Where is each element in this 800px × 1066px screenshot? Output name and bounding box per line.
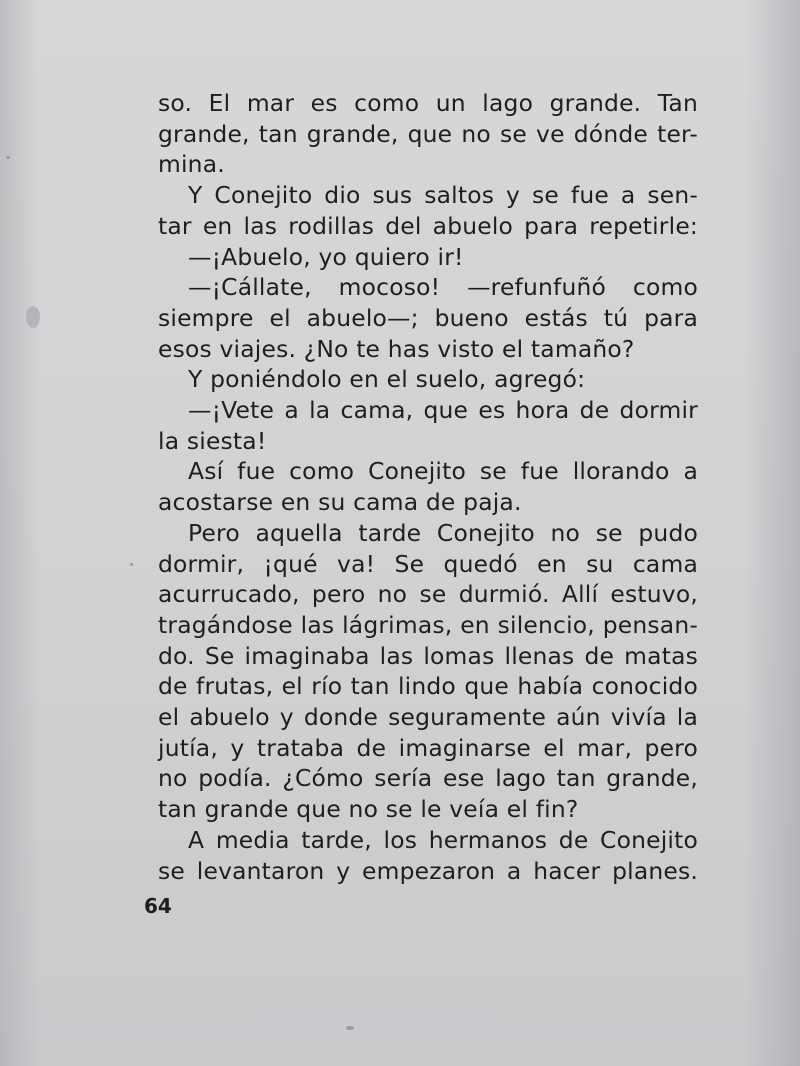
text-line: Así fue como Conejito se fue llorando a [188,457,698,486]
text-line: tragándose las lágrimas, en silencio, pensan- [158,610,698,639]
text-line: grande, tan grande, que no se ve dónde ter- [158,119,698,148]
text-line: —¡Cállate, mocoso! —refunfuñó como [188,273,698,302]
paper-speck [6,156,10,159]
text-line: tar en las rodillas del abuelo para repetirle: [158,211,698,240]
text-line: jutía, y trataba de imaginarse el mar, pero [158,733,698,762]
text-line: el abuelo y donde seguramente aún vivía la [158,703,698,732]
text-line: A media tarde, los hermanos de Conejito [188,825,698,854]
paper-speck [130,563,133,566]
text-line: tan grande que no se le veía el fin? [158,795,579,824]
text-line: no podía. ¿Cómo sería ese lago tan grande, [158,764,698,793]
text-line: —¡Abuelo, yo quiero ir! [188,242,464,271]
text-line: mina. [158,150,225,179]
paper-speck [26,306,40,328]
body-text [158,88,698,886]
text-line: siempre el abuelo—; bueno estás tú para [158,303,698,332]
text-line: Y Conejito dio sus saltos y se fue a sen- [188,181,698,210]
text-line: Y poniéndolo en el suelo, agregó: [188,365,586,394]
text-line: so. El mar es como un lago grande. Tan [158,89,698,117]
page-number: 64 [144,894,172,918]
text-line: dormir, ¡qué va! Se quedó en su cama [158,549,698,578]
text-line: Pero aquella tarde Conejito no se pudo [188,518,698,547]
text-line: la siesta! [158,426,267,455]
text-line: acostarse en su cama de paja. [158,488,522,517]
paper-speck [346,1026,354,1030]
text-line: acurrucado, pero no se durmió. Allí estuvo, [158,580,698,609]
text-line: se levantaron y empezaron a hacer planes. [158,856,698,885]
text-line: do. Se imaginaba las lomas llenas de matas [158,641,698,670]
text-line: —¡Vete a la cama, que es hora de dormir [188,396,698,425]
text-line: esos viajes. ¿No te has visto el tamaño? [158,334,635,363]
text-line: de frutas, el río tan lindo que había conocido [158,672,698,701]
